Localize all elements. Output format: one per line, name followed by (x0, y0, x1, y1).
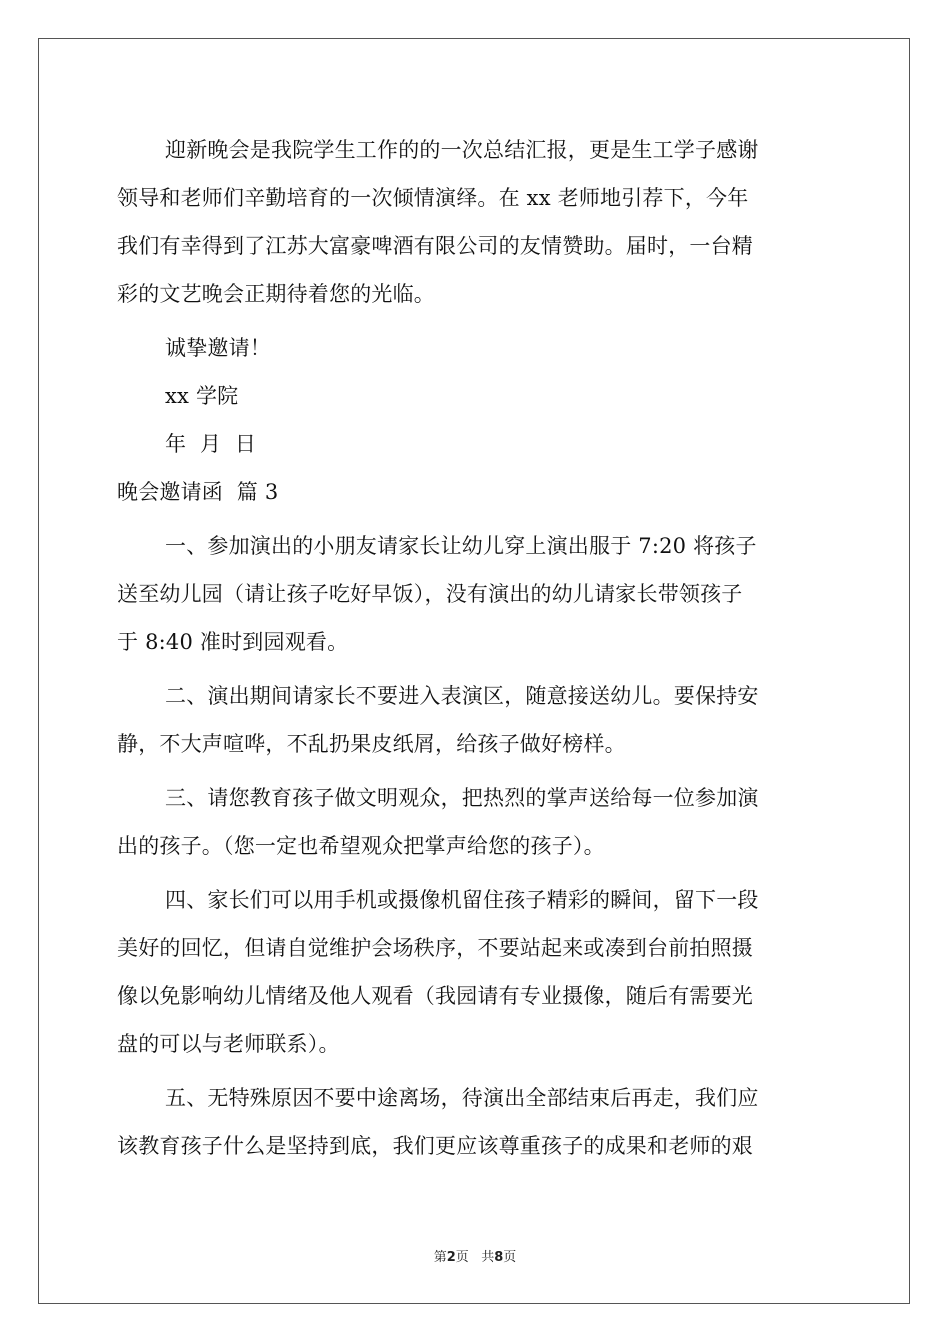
notice-item-3 (117, 774, 835, 870)
text-line: 彩的文艺晚会正期待着您的光临。 (117, 282, 435, 306)
text-line: 盘的可以与老师联系）。 (117, 1032, 340, 1056)
text-line: 三、请您教育孩子做文明观众，把热烈的掌声送给每一位参加演 (165, 786, 759, 810)
text-line: 像以免影响幼儿情绪及他人观看（我园请有专业摄像，随后有需要光 (117, 984, 753, 1008)
total-pages-number: 8 (494, 1250, 504, 1265)
page-footer (0, 1246, 950, 1265)
text-line: 领导和老师们辛勤培育的一次倾情演绎。在 xx 老师地引荐下，今年 (117, 186, 749, 210)
section-title: 晚会邀请函 篇 3 (117, 480, 279, 504)
paragraph-invitation (117, 126, 835, 318)
text-line: 送至幼儿园（请让孩子吃好早饭），没有演出的幼儿请家长带领孩子 (117, 582, 743, 606)
text-line: 出的孩子。（您一定也希望观众把掌声给您的孩子）。 (117, 834, 605, 858)
notice-item-5 (117, 1074, 835, 1170)
total-prefix: 共 (481, 1250, 495, 1265)
text-line: 五、无特殊原因不要中途离场，待演出全部结束后再走，我们应 (165, 1086, 759, 1110)
text-line: 美好的回忆，但请自觉维护会场秩序，不要站起来或凑到台前拍照摄 (117, 936, 753, 960)
text-line: 迎新晚会是我院学生工作的的一次总结汇报，更是生工学子感谢 (165, 138, 759, 162)
signature-line: xx 学院 (165, 384, 239, 408)
text-line: 一、参加演出的小朋友请家长让幼儿穿上演出服于 7:20 将孩子 (165, 534, 757, 558)
notice-item-2 (117, 672, 835, 768)
closing-line: 诚挚邀请！ (165, 336, 271, 360)
text-line: 我们有幸得到了江苏大富豪啤酒有限公司的友情赞助。届时，一台精 (117, 234, 753, 258)
notice-item-4 (117, 876, 835, 1068)
current-page-number: 2 (446, 1250, 456, 1265)
page-suffix: 页 (455, 1250, 469, 1265)
notice-item-1 (117, 522, 835, 666)
text-line: 二、演出期间请家长不要进入表演区，随意接送幼儿。要保持安 (165, 684, 759, 708)
text-line: 静，不大声喧哗，不乱扔果皮纸屑，给孩子做好榜样。 (117, 732, 626, 756)
date-line: 年 月 日 (165, 432, 257, 456)
document-body (117, 126, 835, 1170)
text-line: 四、家长们可以用手机或摄像机留住孩子精彩的瞬间，留下一段 (165, 888, 759, 912)
text-line: 于 8:40 准时到园观看。 (117, 630, 349, 654)
page-prefix: 第 (433, 1250, 447, 1265)
total-suffix: 页 (503, 1250, 517, 1265)
text-line: 该教育孩子什么是坚持到底，我们更应该尊重孩子的成果和老师的艰 (117, 1134, 753, 1158)
